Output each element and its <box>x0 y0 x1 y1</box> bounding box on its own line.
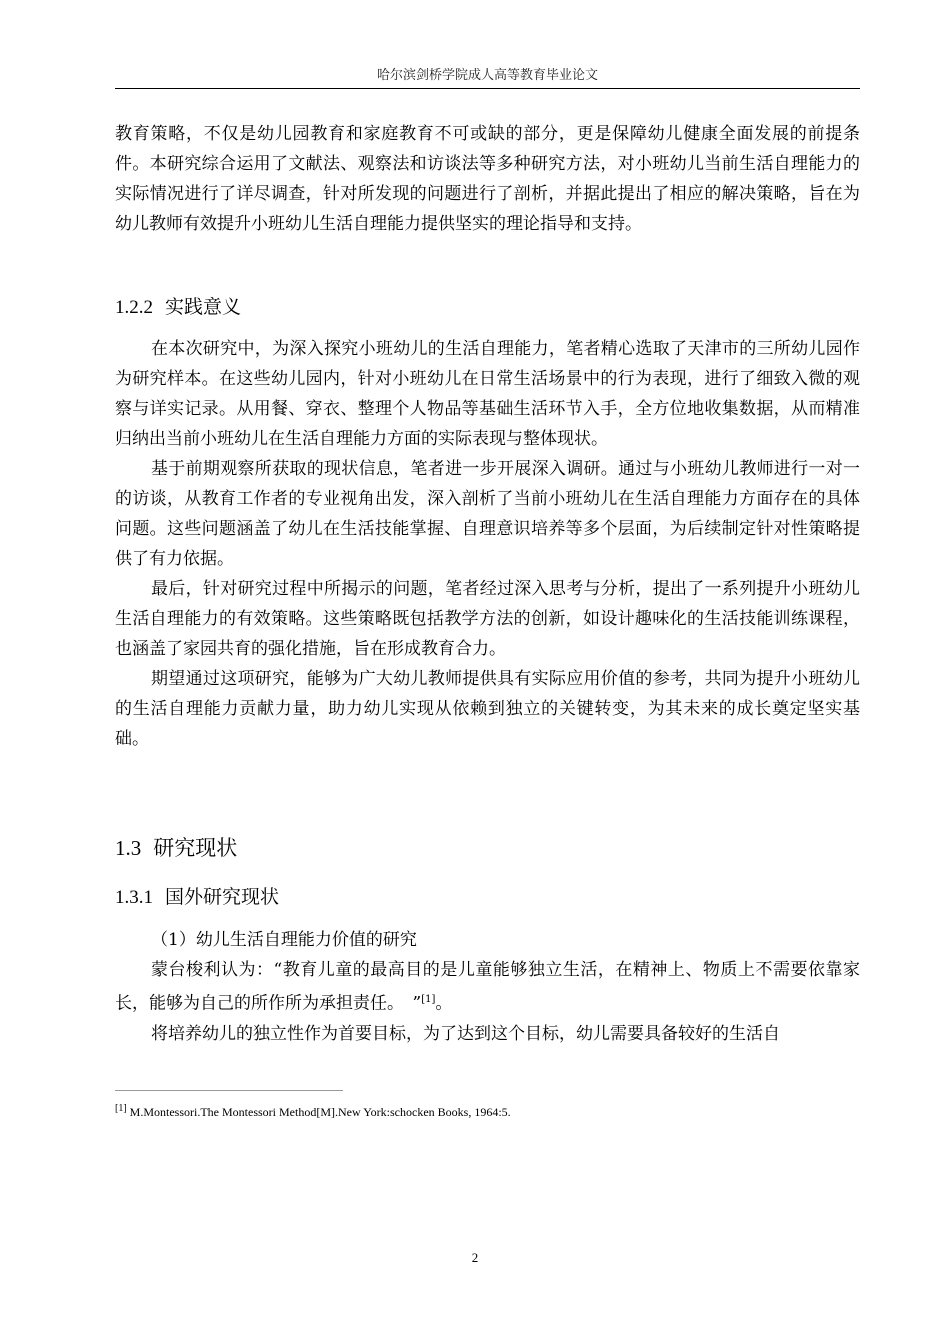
section-number: 1.3 <box>115 836 142 860</box>
section-heading-1-2-2 <box>115 292 241 319</box>
section-heading-1-3-1 <box>115 882 279 909</box>
header-divider <box>115 88 860 89</box>
body-paragraph: 最后，针对研究过程中所揭示的问题，笔者经过深入思考与分析，提出了一系列提升小班幼儿生活自理能力的有效策略。这些策略既包括教学方法的创新，如设计趣味化的生活技能训练课程，也涵盖了家园共育的强化措施，旨在形成教育合力。 <box>115 579 860 659</box>
quote-paragraph <box>115 955 860 1019</box>
body-paragraph: 基于前期观察所获取的现状信息，笔者进一步开展深入调研。通过与小班幼儿教师进行一对一的访谈，从教育工作者的专业视角出发，深入剖析了当前小班幼儿在生活自理能力方面存在的具体问题。这些问题涵盖了幼儿在生活技能掌握、自理意识培养等多个层面，为后续制定针对性策略提供了有力依据。 <box>115 459 860 569</box>
section-number: 1.2.2 <box>115 297 153 318</box>
footnote-divider <box>115 1090 343 1091</box>
citation-mark[interactable]: [1] <box>421 994 436 1005</box>
intro-block <box>115 119 860 239</box>
body-paragraph: 将培养幼儿的独立性作为首要目标，为了达到这个目标，幼儿需要具备较好的生活自 <box>151 1023 780 1044</box>
intro-paragraph: 教育策略，不仅是幼儿园教育和家庭教育不可或缺的部分，更是保障幼儿健康全面发展的前提条件。本研究综合运用了文献法、观察法和访谈法等多种研究方法，对小班幼儿当前生活自理能力的实际情况进行了详尽调查，针对所发现的问题进行了剖析，并据此提出了相应的解决策略，旨在为幼儿教师有效提升小班幼儿生活自理能力提供坚实的理论指导和支持。 <box>115 124 860 234</box>
body-paragraph: 期望通过这项研究，能够为广大幼儿教师提供具有实际应用价值的参考，共同为提升小班幼儿的生活自理能力贡献力量，助力幼儿实现从依赖到独立的关键转变，为其未来的成长奠定坚实基础。 <box>115 669 860 749</box>
practice-significance-body <box>115 334 860 754</box>
quote-end: 。 <box>435 993 453 1014</box>
subheading: （1）幼儿生活自理能力价值的研究 <box>151 930 417 950</box>
page-header: 哈尔滨剑桥学院成人高等教育毕业论文 <box>376 68 598 83</box>
section-heading-1-3 <box>115 832 237 862</box>
footnote-mark: [1] <box>115 1103 127 1114</box>
footnote <box>115 1103 511 1120</box>
section-title: 研究现状 <box>153 836 238 860</box>
foreign-research-body <box>115 925 860 1049</box>
page-number: 2 <box>471 1250 479 1265</box>
footnote-text: M.Montessori.The Montessori Method[M].New York:schocken Books, 1964:5. <box>129 1105 511 1119</box>
section-title: 实践意义 <box>165 296 242 318</box>
quote-text: 蒙台梭利认为：“教育儿童的最高目的是儿童能够独立生活，在精神上、物质上不需要依靠家长，能够为自己的所作所为承担责任。 ” <box>115 960 860 1014</box>
body-paragraph: 在本次研究中，为深入探究小班幼儿的生活自理能力，笔者精心选取了天津市的三所幼儿园作为研究样本。在这些幼儿园内，针对小班幼儿在日常生活场景中的行为表现，进行了细致入微的观察与详实记录。从用餐、穿衣、整理个人物品等基础生活环节入手，全方位地收集数据，从而精准归纳出当前小班幼儿在生活自理能力方面的实际表现与整体现状。 <box>115 339 860 449</box>
section-number: 1.3.1 <box>115 887 153 908</box>
section-title: 国外研究现状 <box>165 886 280 908</box>
